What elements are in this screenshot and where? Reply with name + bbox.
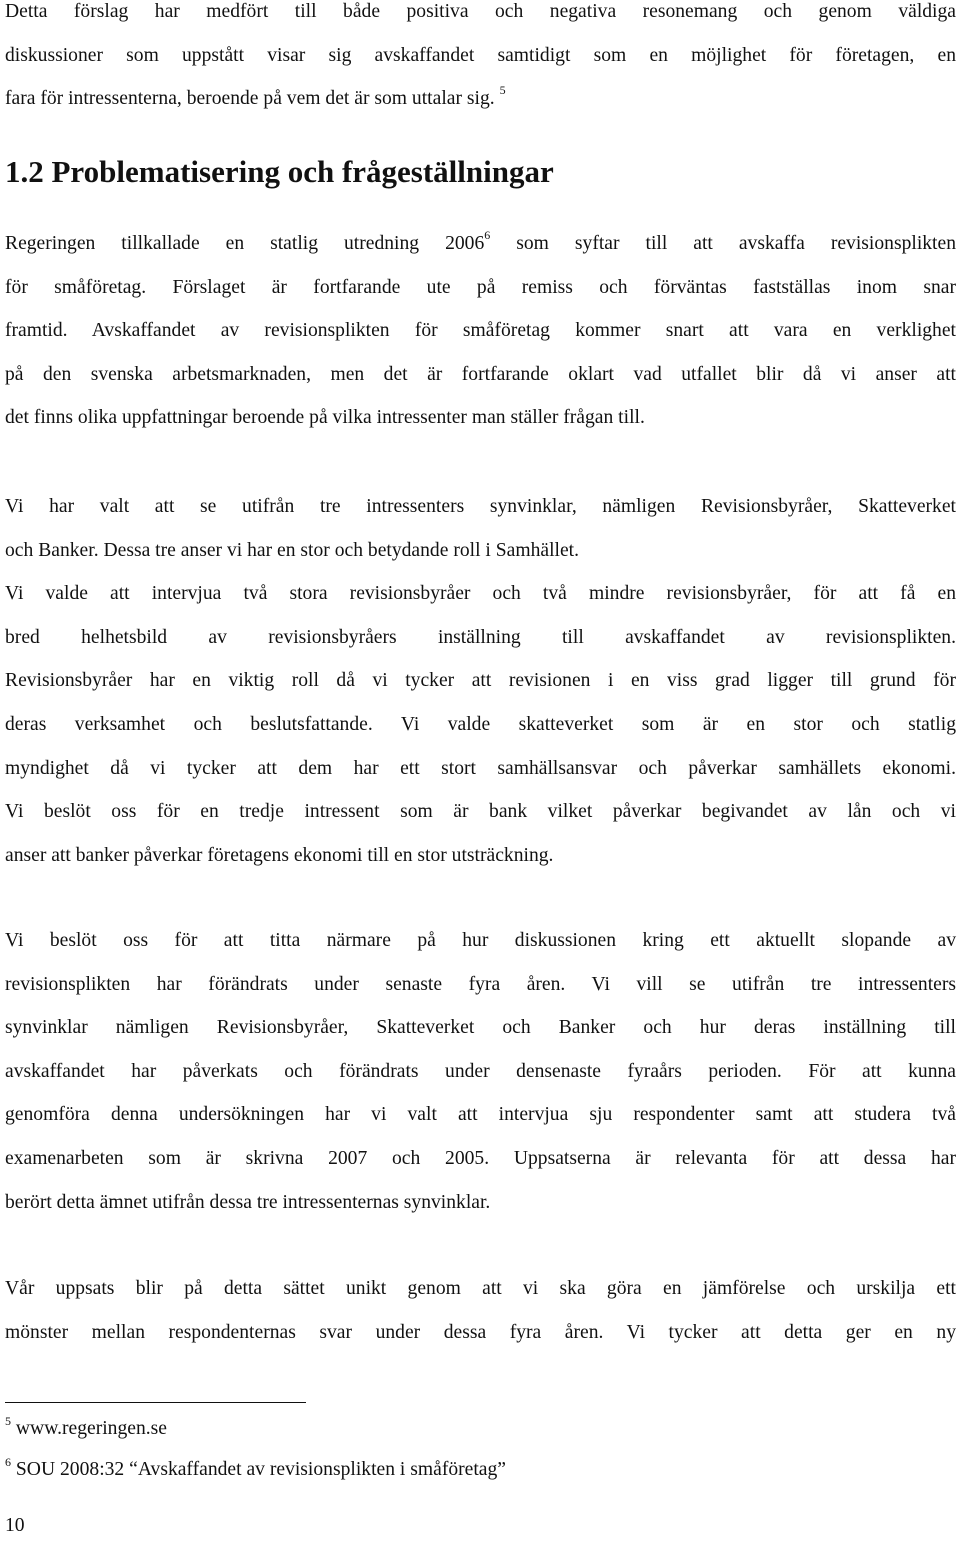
- text-line: avskaffandet har påverkats och förändrats under densenaste fyraårs perioden. För att kunna: [5, 1060, 956, 1082]
- section-heading: 1.2 Problematisering och frågeställningar: [5, 154, 554, 189]
- text-line: Vi har valt att se utifrån tre intressenters synvinklar, nämligen Revisionsbyråer, Skatteverket: [5, 496, 956, 517]
- text-line: berört detta ämnet utifrån dessa tre intressenternas synvinklar.: [5, 1191, 491, 1213]
- text-line: det finns olika uppfattningar beroende på vilka intressenter man ställer frågan till.: [5, 407, 645, 429]
- stakeholder-paragraph: [5, 485, 956, 877]
- uniqueness-paragraph: [5, 1267, 956, 1354]
- footnote-link[interactable]: www.regeringen.se: [15, 1418, 167, 1439]
- text-line: Revisionsbyråer har en viktig roll då vi tycker att revisionen i en viss grad ligger till grund för: [5, 670, 956, 692]
- text-line: [5, 77, 956, 121]
- text-fragment: fara för intressenterna, beroende på vem det är som uttalar sig.: [5, 88, 495, 110]
- text-line: genomföra denna undersökningen har vi valt att intervjua sju respondenter samt att studera två: [5, 1104, 956, 1126]
- footnote-reference: 5: [499, 83, 506, 98]
- footnote-divider: [5, 1402, 306, 1403]
- intro-paragraph: [5, 0, 956, 121]
- text-line: revisionsplikten har förändrats under senaste fyra åren. Vi vill se utifrån tre intressenters: [5, 973, 956, 995]
- text-line: diskussioner som uppstått visar sig avskaffandet samtidigt som en möjlighet för företagen, en: [5, 44, 956, 66]
- footnote-5: [5, 1414, 167, 1444]
- text-line: Detta förslag har medfört till både positiva och negativa resonemang och genom väldiga: [5, 1, 956, 22]
- text-line: framtid. Avskaffandet av revisionsplikten för småföretag kommer snart att vara en verklighet: [5, 320, 956, 342]
- text-line: och Banker. Dessa tre anser vi har en stor och betydande roll i Samhället.: [5, 539, 580, 561]
- footnote-reference: 6: [484, 228, 491, 242]
- page-number: 10: [5, 1515, 25, 1536]
- text-line: Vi beslöt oss för en tredje intressent som är bank vilket påverkar begivandet av lån och vi: [5, 801, 956, 823]
- problem-paragraph: [5, 222, 956, 440]
- text-line: deras verksamhet och beslutsfattande. Vi valde skatteverket som är en stor och statlig: [5, 713, 956, 735]
- text-line: mönster mellan respondenternas svar under dessa fyra åren. Vi tycker att detta ger en ny: [5, 1321, 956, 1343]
- text-line: examenarbeten som är skrivna 2007 och 2005. Uppsatserna är relevanta för att dessa har: [5, 1147, 956, 1169]
- text-line: anser att banker påverkar företagens ekonomi till en stor utsträckning.: [5, 844, 554, 866]
- text-fragment: som syftar till att avskaffa revisionsplikten: [490, 233, 956, 254]
- text-line: Vi valde att intervjua två stora revisionsbyråer och två mindre revisionsbyråer, för att få en: [5, 583, 956, 605]
- text-line: Vår uppsats blir på detta sättet unikt genom att vi ska göra en jämförelse och urskilja ett: [5, 1278, 956, 1299]
- text-line: Vi beslöt oss för att titta närmare på hur diskussionen kring ett aktuellt slopande av: [5, 930, 956, 951]
- text-line: för småföretag. Förslaget är fortfarande ute på remiss och förväntas fastställas inom snar: [5, 276, 956, 298]
- text-fragment: Regeringen tillkallade en statlig utredning 2006: [5, 233, 485, 254]
- method-paragraph: [5, 919, 956, 1224]
- text-line: bred helhetsbild av revisionsbyråers inställning till avskaffandet av revisionsplikten.: [5, 626, 956, 648]
- text-line: på den svenska arbetsmarknaden, men det är fortfarande oklart vad utfallet blir då vi anser att: [5, 363, 956, 385]
- text-line: synvinklar nämligen Revisionsbyråer, Skatteverket och Banker och hur deras inställning till: [5, 1017, 956, 1039]
- footnote-text: SOU 2008:32 “Avskaffandet av revisionsplikten i småföretag”: [15, 1459, 506, 1480]
- footnote-6: [5, 1455, 506, 1485]
- footnote-number: 5: [5, 1414, 11, 1428]
- text-line: [5, 222, 956, 266]
- footnote-number: 6: [5, 1455, 11, 1469]
- text-line: myndighet då vi tycker att dem har ett stort samhällsansvar och påverkar samhällets ekonomi.: [5, 757, 956, 779]
